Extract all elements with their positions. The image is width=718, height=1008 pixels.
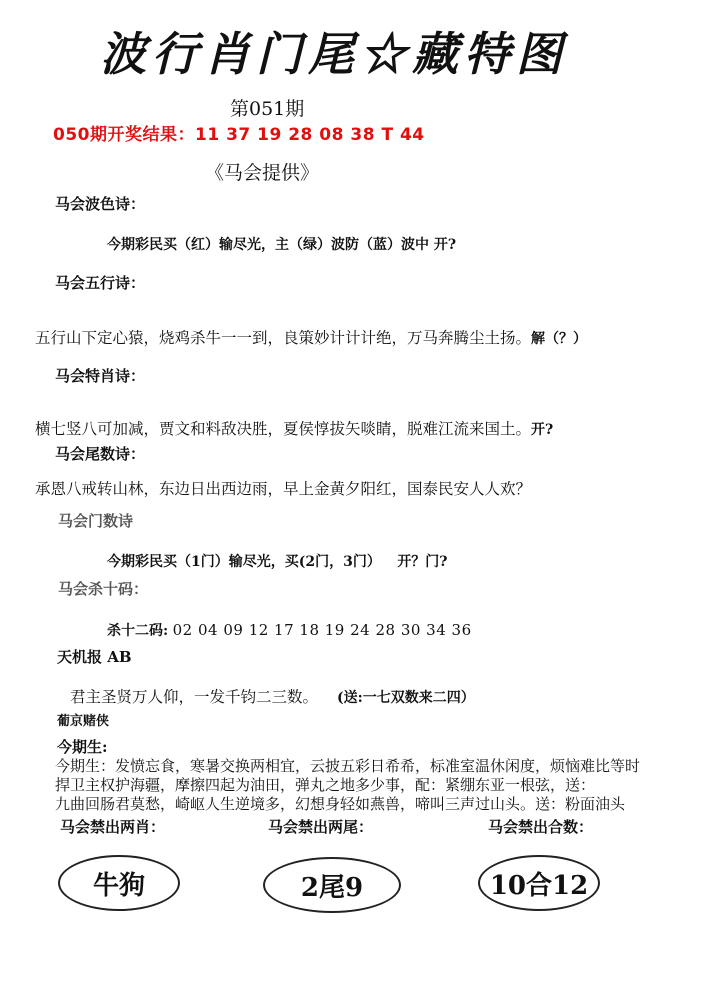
page-title: 波行肖门尾☆藏特图 bbox=[100, 27, 568, 81]
door-poem-label: 马会门数诗 bbox=[58, 512, 134, 530]
tianji-poem: 君主圣贤万人仰，一发千钧二三数。 bbox=[70, 688, 319, 706]
ban-zodiac-value: 牛狗 bbox=[58, 855, 180, 911]
zodiac-suffix: 开? bbox=[531, 422, 554, 438]
kill-twelve-numbers: 02 04 09 12 17 18 19 24 28 30 34 36 bbox=[172, 621, 472, 639]
five-elements-text bbox=[35, 326, 587, 348]
zodiac-poem-label: 马会特肖诗： bbox=[55, 367, 146, 385]
color-poem-label: 马会波色诗： bbox=[55, 195, 146, 213]
ban-tail-label: 马会禁出两尾： bbox=[268, 818, 374, 836]
previous-result bbox=[53, 120, 425, 145]
door-poem-text bbox=[107, 551, 448, 571]
gambler-line-1: 今期生：发愤忘食，寒暑交换两相宜，云披五彩日希希，标准室温休闲度，烦恼难比等时 bbox=[55, 757, 641, 775]
gambler-sub-label: 今期生: bbox=[57, 738, 108, 756]
tianji-note: (送:一七双数来二四） bbox=[336, 690, 475, 706]
tianji-text bbox=[70, 685, 475, 707]
kill-twelve-prefix: 杀十二码: bbox=[107, 623, 169, 639]
five-elements-label: 马会五行诗： bbox=[55, 274, 146, 292]
provider-note: 《马会提供》 bbox=[205, 162, 320, 184]
five-elements-suffix: 解（？） bbox=[531, 331, 588, 347]
five-elements-poem: 五行山下定心猿，烧鸡杀牛一一到，良策妙计计计绝，万马奔腾尘土扬。 bbox=[35, 329, 532, 347]
door-poem-part-a: 今期彩民买（1门）输尽光， bbox=[107, 554, 285, 570]
tail-poem-text: 承恩八戒转山林，东边日出西边雨，早上金黄夕阳红，国泰民安人人欢？ bbox=[35, 480, 532, 498]
kill-twelve-row bbox=[107, 620, 472, 640]
color-poem-text: 今期彩民买（红）输尽光，主（绿）波防（蓝）波中 开? bbox=[107, 237, 457, 253]
zodiac-poem-text bbox=[35, 417, 553, 439]
tianji-label: 天机报 AB bbox=[57, 648, 132, 666]
kill-twelve-label: 马会杀十码： bbox=[58, 580, 149, 598]
tail-poem-label: 马会尾数诗： bbox=[55, 445, 146, 463]
ban-sum-value: 10合12 bbox=[478, 855, 600, 911]
result-label: 050期开奖结果： bbox=[53, 125, 195, 145]
gambler-line-3: 九曲回肠君莫愁，崎岖人生逆境多，幻想身轻如燕兽，啼叫三声过山头。送：粉面油头 bbox=[55, 795, 626, 813]
issue-number: 第051期 bbox=[230, 98, 305, 120]
result-numbers: 11 37 19 28 08 38 T 44 bbox=[195, 125, 425, 145]
ban-zodiac-label: 马会禁出两肖： bbox=[60, 818, 166, 836]
door-poem-part-b: 买(2门，3门） bbox=[284, 554, 381, 570]
ban-tail-value: 2尾9 bbox=[263, 857, 401, 913]
gambler-line-2: 捍卫主权护海疆，摩擦四起为油田，弹丸之地多少事，配：紧绷东亚一根弦，送： bbox=[55, 776, 596, 794]
ban-sum-label: 马会禁出合数： bbox=[488, 818, 594, 836]
zodiac-poem: 横七竖八可加减，贾文和料敌决胜，夏侯惇拔矢啖睛，脱难江流来国土。 bbox=[35, 420, 532, 438]
gambler-label: 葡京赌侠 bbox=[57, 714, 110, 729]
door-poem-part-c: 开？门? bbox=[397, 554, 448, 570]
